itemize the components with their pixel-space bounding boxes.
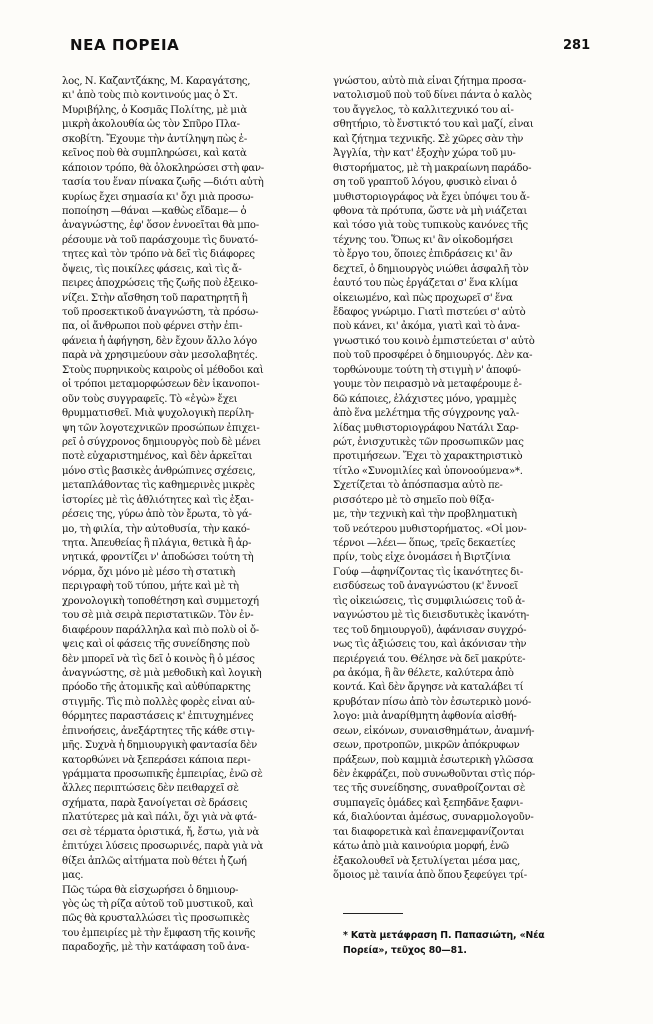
left-column-line: ρέσεις της, γύρω ἀπὸ τὸν ἔρωτα, τὸ γά- — [62, 509, 252, 521]
left-column-line: τοῦ προσεκτικοῦ ἀναγνώστη, τὰ πρόσω- — [62, 307, 259, 318]
left-column-line: πλατύτερες μὰ καὶ πάλι, ὄχι γιὰ νὰ φτά- — [62, 812, 257, 824]
left-column-line: μεταπλάθοντας τὶς καθημερινὲς μικρὲς — [62, 480, 255, 492]
left-column-line: νητικά, φροντίζει ν' ἀποδώσει τούτη τὴ — [62, 552, 254, 564]
left-column-line: ἐπινοήσεις, ἀνεξάρτητες τῆς κάθε στιγ- — [62, 725, 255, 737]
right-column-line: φθονα τὰ πρότυπα, ὥστε νὰ μὴ νιάζεται — [333, 205, 528, 217]
right-column-line: ἐξακολουθεῖ νὰ ξετυλίγεται μέσα μας, — [333, 855, 521, 867]
left-column-line: κατορθώνει νὰ ξεπεράσει κάποια περι- — [62, 754, 251, 766]
right-column-line: Ἀγγλία, τὴν κατ' ἐξοχὴν χώρα τοῦ μυ- — [333, 148, 516, 160]
right-column-line: ποὺ κάνει, κι' ἀκόμα, γιατὶ καὶ τὸ ἀνα- — [333, 321, 520, 333]
text-column-left — [62, 75, 312, 956]
left-column-line: Πῶς τώρα θὰ εἰσχωρήσει ὁ δημιουρ- — [62, 884, 239, 896]
left-column-line: ποτὲ εὐχαριστημένος, καὶ δὲν ἀρκεῖται — [62, 451, 253, 463]
page-number: 281 — [563, 38, 591, 53]
left-column-line: μο, τὴ φιλία, τὴν αὐτοθυσία, τὴν κακό- — [62, 523, 250, 535]
left-column-line: περιγραφὴ τοῦ τύπου, μήτε καὶ μὲ τὴ — [62, 581, 239, 593]
left-column-line: κι' ἀπὸ τοὺς πιὸ κοντινούς μας ὁ Στ. — [62, 90, 238, 102]
right-column-line: γνώστου, αὐτὸ πιὰ εἶναι ζήτημα προσα- — [333, 76, 526, 87]
left-column-line: κυρίως ἔχει σημασία κι' ὄχι μιὰ προσω- — [62, 191, 254, 203]
left-column-line: γὸς ὡς τὴ ρίζα αὐτοῦ τοῦ μυστικοῦ, καὶ — [62, 898, 254, 910]
right-column-line: κοντά. Καὶ δὲν ἄργησε νὰ καταλάβει τί — [333, 682, 524, 694]
right-column-line: τοῦ νεότερου μυθιστορήματος. «Οἱ μον- — [333, 523, 527, 535]
left-column-line: πρόοδο τῆς ἀτομικῆς καὶ αὐθύπαρκτης — [62, 682, 251, 694]
right-column-line: μυθιστοριογράφος νὰ ἔχει ὑπόψει του ἄ- — [333, 191, 530, 203]
right-column-line: κά, διαλύονται ἀμέσως, συναρμολογοῦν- — [333, 812, 534, 824]
right-column-line: θιστορήματος, μὲ τὴ μακραίωνη παράδο- — [333, 162, 532, 174]
left-column-line: ἀναγνώστης, σὲ μιὰ μεθοδικὴ καὶ λογικὴ — [62, 667, 262, 679]
right-column-line: ὅμοιος μὲ ταινία ἀπὸ ὅπου ξεφεύγει τρί- — [333, 870, 527, 882]
right-column-line: πρίν, τοὺς εἶχε ὀνομάσει ἡ Βιρτζίνια — [333, 552, 511, 564]
right-column-line: δεχτεῖ, ὁ δημιουργὸς νιώθει ἀσφαλῆ τὸν — [333, 263, 529, 275]
left-column-line: στιγμῆς. Τὶς πιὸ πολλὲς φορὲς εἶναι αὐ- — [62, 696, 255, 708]
right-column-line: τες τῆς συνείδησης, συναθροίζονται σὲ — [333, 783, 525, 795]
right-column-line: κρυβόταν πίσω ἀπὸ τὸν ἐσωτερικὸ μονό- — [333, 696, 532, 708]
right-column-line: ἀπὸ ἕνα μελέτημα τῆς σύγχρονης γαλ- — [333, 408, 520, 420]
left-column-line: σει σὲ τέρματα ὁριστικά, ἤ, ἔστω, γιὰ νὰ — [62, 826, 259, 838]
right-column-line: σθητήριο, τὸ ἔνστικτό του καὶ μαζί, εἶναι — [333, 119, 534, 131]
left-column-line: πα, οἱ ἄνθρωποι ποὺ φέρνει στὴν ἐπι- — [62, 321, 243, 333]
left-column-line: μικρὴ ἀκολουθία ὡς τὸν Σπῦρο Πλα- — [62, 119, 240, 131]
right-column-line: ρα ἀκόμα, ἢ ἂν θέλετε, καλύτερα ἀπὸ — [333, 667, 514, 679]
right-column-line: οἰκειωμένο, καὶ πὼς προχωρεῖ σ' ἕνα — [333, 292, 513, 304]
right-column-line: τὶς οἰκειώσεις, τὶς συμφιλιώσεις τοῦ ἀ- — [333, 595, 525, 607]
footnote — [343, 928, 545, 958]
right-column-line: ση τοῦ γραπτοῦ λόγου, φυσικὸ εἶναι ὁ — [333, 177, 517, 189]
left-column-line: νίζει. Στὴν αἴσθηση τοῦ παρατηρητῆ ἢ — [62, 292, 248, 304]
right-column-line: σεων, εἰκόνων, συναισθημάτων, ἀναμνή- — [333, 725, 535, 737]
left-column-line: νόρμα, ὄχι μόνο μὲ μέσο τὴ στατικὴ — [62, 566, 236, 578]
left-column-line: ἄλλες περιπτώσεις δὲν πειθαρχεῖ σὲ — [62, 783, 239, 795]
right-column-line: σεων, προτροπῶν, μικρῶν ἀπόκρυφων — [333, 740, 520, 752]
right-column-line: καὶ ζήτημα τεχνικῆς. Σὲ χῶρες σὰν τὴν — [333, 133, 524, 145]
left-column-line: ψη τῶν λογοτεχνικῶν προσώπων ἐπιχει- — [62, 422, 260, 434]
right-column-line: τίτλο «Συνομιλίες καὶ ὑπονοούμενα»*. — [333, 465, 523, 477]
right-column-line: ποὺ τοῦ προσφέρει ὁ δημιουργός. Δὲν κα- — [333, 350, 533, 362]
right-column-line: γνωστικό του κοινὸ ἐμπιστεύεται σ' αὐτὸ — [333, 335, 535, 347]
left-column-line: λος, Ν. Καζαντζάκης, Μ. Καραγάτσης, — [62, 76, 251, 87]
right-column-line: νως τὶς ἀξιώσεις του, καὶ ἀκόνισαν τὴν — [333, 639, 527, 651]
left-column-line: σκοβίτη. Ἔχουμε τὴν ἀντίληψη πὼς ἐ- — [62, 133, 248, 145]
left-column-line: γράμματα προσωπικῆς ἐμπειρίας, ἐνῶ σὲ — [62, 769, 263, 780]
right-column-line: κάτω ἀπὸ μιὰ καινούρια μορφή, ἐνῶ — [333, 841, 509, 853]
running-title: ΝΕΑ ΠΟΡΕΙΑ — [70, 36, 180, 54]
right-column-line: Σχετίζεται τὸ ἀπόσπασμα αὐτὸ πε- — [333, 480, 503, 492]
left-column-line: ἱστορίες μὲ τὶς ἀθλιότητες καὶ τὶς ἐξαι- — [62, 494, 254, 506]
right-column-line: τὸ ἔργο του, ὅποιες ἐπιδράσεις κι' ἂν — [333, 249, 513, 261]
footnote-line: * Κατὰ μετάφραση Π. Παπασιώτη, «Νέα — [343, 930, 545, 941]
right-column-line: τορθώνουμε τούτη τὴ στιγμὴ ν' ἀποφύ- — [333, 364, 521, 376]
left-column-line: ἀναγνώστης, ἐφ' ὅσον ἐννοεῖται θὰ μπο- — [62, 220, 259, 232]
right-column-line: λίδας μυθιστοριογράφου Νατάλι Σαρ- — [333, 422, 519, 434]
left-column-line: ποποίηση —θάναι —καθὼς εἴδαμε— ὁ — [62, 205, 247, 217]
footnote-line: Πορεία», τεῦχος 80—81. — [343, 945, 467, 956]
left-column-line: οῦν τοὺς συγγραφεῖς. Τὸ «ἐγὼ» ἔχει — [62, 393, 238, 405]
left-column-line: μῆς. Συχνὰ ἡ δημιουργικὴ φαντασία δὲν — [62, 740, 257, 752]
left-column-line: ψεις καὶ οἱ φάσεις τῆς συνείδησης ποὺ — [62, 639, 250, 651]
right-column-line: ἑαυτό του πὼς ἐργάζεται σ' ἕνα κλίμα — [333, 278, 518, 290]
left-column-line: χρονολογικὴ τοποθέτηση καὶ συμμετοχή — [62, 595, 259, 607]
left-column-line: ὄψεις, τὶς ποικίλες φάσεις, καὶ τὶς ἄ- — [62, 263, 242, 275]
left-column-line: Στοὺς πυρηνικοὺς καιροὺς οἱ μέθοδοι καὶ — [62, 364, 264, 376]
right-column-line: εισδύσεως τοῦ ἀναγνώστου (κ' ἔννοεῖ — [333, 581, 519, 593]
right-column-line: τέρνοι —λέει— ὅπως, τρεῖς δεκαετίες — [333, 538, 516, 549]
left-column-line: ρεῖ ὁ σύγχρονος δημιουργὸς ποὺ δὲ μένει — [62, 436, 261, 448]
left-column-line: Μυριβήλης, ὁ Κοσμᾶς Πολίτης, μὲ μιὰ — [62, 104, 247, 116]
left-column-line: τασία του ἕναν πίνακα ζωῆς —διότι αὐτὴ — [62, 177, 264, 189]
right-column-line: προτιμήσεων. Ἔχει τὸ χαρακτηριστικὸ — [333, 451, 523, 463]
left-column-line: κάποιον τρόπο, θὰ ὁλοκληρώσει στὴ φαν- — [62, 162, 264, 174]
left-column-line: ἐπιτύχει λύσεις προσωρινές, παρὰ γιὰ νὰ — [62, 841, 263, 853]
left-column-line: ρέσουμε νὰ τοῦ παράσχουμε τὶς δυνατό- — [62, 234, 258, 246]
right-column-line: δῶ κάποιες, ἐλάχιστες μόνο, γραμμὲς — [333, 393, 517, 405]
left-column-line: δὲν μπορεῖ νὰ τὶς δεῖ ὁ κοινὸς ἢ ὁ μέσος — [62, 653, 255, 665]
right-column-line: ρώτ, ἐνισχυτικὲς τῶν προσωπικῶν μας — [333, 436, 524, 448]
left-column-line: θίξει ἁπλῶς αἰτήματα ποὺ θέτει ἡ ζωή — [62, 855, 247, 867]
left-column-line: θρυμματισθεῖ. Μιὰ ψυχολογικὴ περίλη- — [62, 408, 254, 420]
left-column-line: θόρμητες παραστάσεις κ' ἐπιτυχημένες — [62, 711, 254, 723]
right-column-line: Γούφ —ἀφηνίζοντας τὶς ἱκανότητες δι- — [333, 566, 524, 578]
left-column-line: τητες καὶ τὸν τρόπο νὰ δεῖ τὶς διάφορες — [62, 249, 255, 261]
left-column-line: πῶς θὰ κρυσταλλώσει τὶς προσωπικὲς — [62, 913, 250, 925]
left-column-line: παρὰ νὰ χρησιμεύουν σὰν μεσολαβητές. — [62, 350, 258, 362]
right-column-line: καὶ τόσο γιὰ τοὺς τυπικοὺς κανόνες τῆς — [333, 220, 528, 232]
left-column-line: του ἐμπειρίες μὲ τὴν ἔμφαση τῆς κοινῆς — [62, 927, 256, 939]
right-column-line: ται διαφορετικὰ καὶ ἐπανεμφανίζονται — [333, 826, 525, 838]
left-column-line: φάνεια ἡ ἀφήγηση, δὲν ἔχουν ἄλλο λόγο — [62, 335, 258, 347]
left-column-line: σχήματα, παρὰ ξανοίγεται σὲ δράσεις — [62, 797, 248, 809]
right-column-line: ρισσότερο μὲ τὸ σημεῖο ποὺ θίξα- — [333, 494, 495, 506]
right-column-line: λογο: μιὰ ἀναρίθμητη ἀφθονία αἰσθή- — [333, 711, 517, 723]
right-column-line: τέχνης του. Ὅπως κι' ἂν οἰκοδομήσει — [333, 234, 514, 246]
left-column-line: του σὲ μιὰ σειρὰ περιστατικῶν. Τὸν ἐν- — [62, 610, 254, 622]
right-column-line: νατολισμοῦ ποὺ τοῦ δίνει πάντα ὁ καλὸς — [333, 90, 532, 102]
text-column-right — [333, 75, 583, 884]
left-column-line: κεῖνος ποὺ θὰ συμπληρώσει, καὶ κατὰ — [62, 148, 247, 160]
right-column-line: πράξεων, ποὺ καμμιὰ ἐσωτερικὴ γλῶσσα — [333, 754, 534, 766]
right-column-line: ναγνώστου μὲ τὶς διεισδυτικὲς ἱκανότη- — [333, 610, 530, 622]
left-column-line: τητα. Ἀπευθείας ἢ πλάγια, θετικὰ ἢ ἀρ- — [62, 538, 252, 549]
left-column-line: παραδοχῆς, μὲ τὴν κατάφαση τοῦ ἀνα- — [62, 942, 250, 954]
left-column-line: διαφέρουν παράλληλα καὶ πιὸ πολὺ οἱ ὄ- — [62, 624, 259, 636]
right-column-line: του ἄγγελος, τὸ καλλιτεχνικό του αἰ- — [333, 104, 514, 116]
right-column-line: τες τοῦ δημιουργοῦ), ἀφάνισαν συγχρό- — [333, 624, 527, 636]
left-column-line: οἱ τρόποι μεταμορφώσεων δὲν ἱκανοποι- — [62, 379, 260, 391]
right-column-line: συμπαγεῖς ὁμάδες καὶ ξεπηδᾶνε ξαφνι- — [333, 797, 523, 809]
left-column-line: μας. — [62, 870, 84, 882]
left-column-line: πειρες ἀποχρώσεις τῆς ζωῆς ποὺ ἐξεικο- — [62, 278, 258, 290]
right-column-line: δὲν ἐκφράζει, ποὺ συνωθοῦνται στὶς πόρ- — [333, 769, 535, 780]
footnote-rule — [343, 913, 403, 914]
right-column-line: ἔδαφος γνώριμο. Γιατὶ πιστεύει σ' αὐτὸ — [333, 307, 526, 318]
right-column-line: γουμε τὸν πειρασμὸ νὰ μεταφέρουμε ἐ- — [333, 379, 522, 391]
left-column-line: μόνο στὶς βασικὲς ἀνθρώπινες σχέσεις, — [62, 465, 256, 477]
right-column-line: με, τὴν τεχνικὴ καὶ τὴν προβληματικὴ — [333, 509, 517, 521]
right-column-line: περιέργειά του. Θέλησε νὰ δεῖ μακρύτε- — [333, 653, 526, 665]
